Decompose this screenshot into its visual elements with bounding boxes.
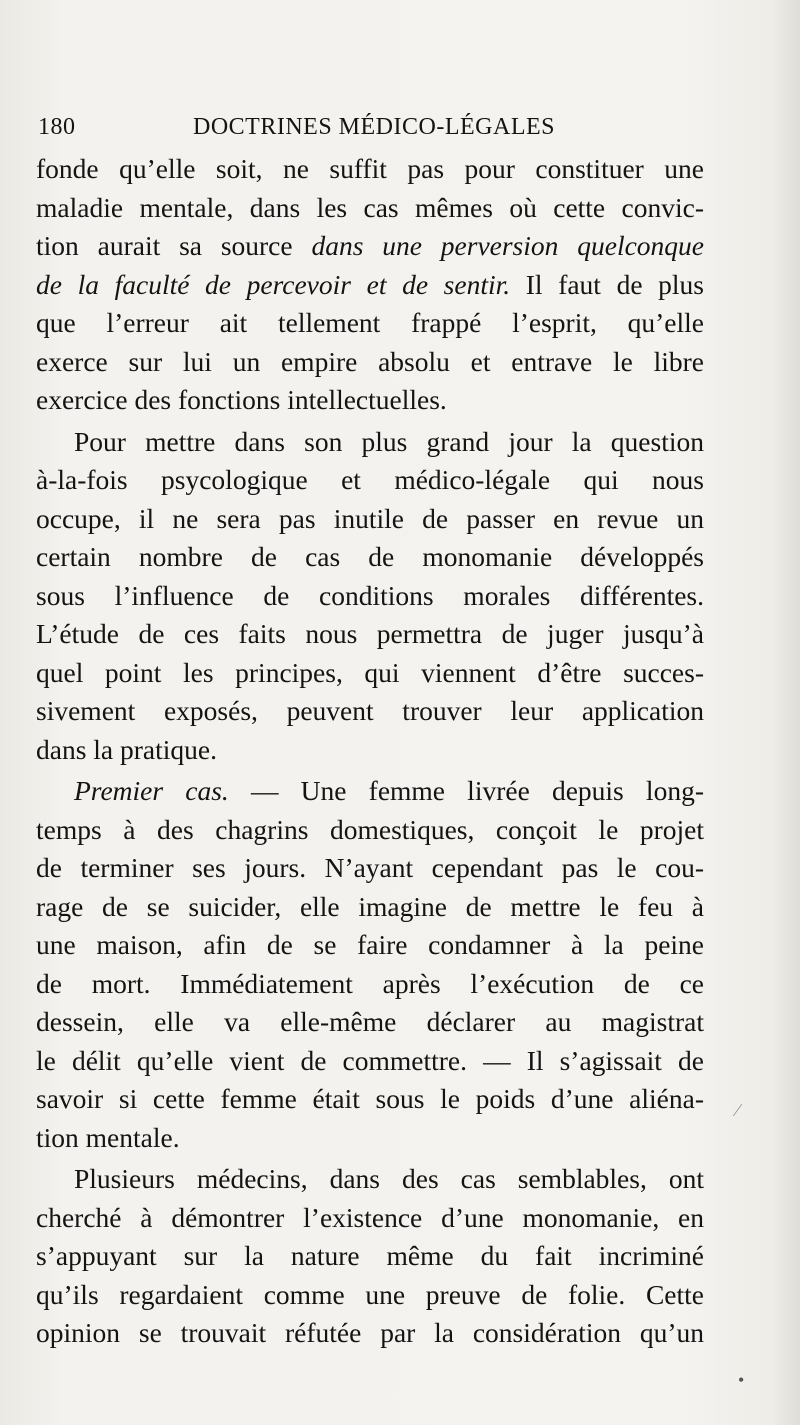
page-header bbox=[38, 110, 738, 150]
text-line: dessein, elle va elle-même déclarer au magistrat bbox=[36, 1006, 704, 1037]
text-line: le délit qu’elle vient de commettre. — Il s’agissait de bbox=[36, 1044, 704, 1076]
text-line: s’appuyant sur la nature même du fait incriminé bbox=[36, 1240, 704, 1271]
page-number: 180 bbox=[38, 114, 76, 140]
paragraph bbox=[36, 423, 704, 770]
paragraph bbox=[36, 772, 704, 1157]
text-line: dans la pratique. bbox=[36, 733, 217, 765]
margin-tick-mark: ∕ bbox=[736, 1100, 740, 1120]
paragraph bbox=[36, 1160, 704, 1353]
text-line: sous l’influence de conditions morales différentes. bbox=[36, 579, 704, 611]
text-line: sivement exposés, peuvent trouver leur application bbox=[36, 695, 704, 726]
text-line: de terminer ses jours. N’ayant cependant pas le cou- bbox=[36, 852, 704, 883]
margin-dot-mark: • bbox=[738, 1370, 745, 1390]
text-line: de la faculté de percevoir et de sentir. Il faut de plus bbox=[36, 268, 704, 300]
text-line: exerce sur lui un empire absolu et entrave le libre bbox=[36, 345, 704, 377]
text-line: maladie mentale, dans les cas mêmes où cette convic- bbox=[36, 191, 704, 223]
text-line: L’étude de ces faits nous permettra de juger jusqu’à bbox=[36, 618, 704, 649]
text-line: de mort. Immédiatement après l’exécution de ce bbox=[36, 967, 704, 999]
paragraph bbox=[36, 150, 704, 420]
text-line: Plusieurs médecins, dans des cas semblables, ont bbox=[74, 1163, 704, 1194]
running-title: DOCTRINES MÉDICO-LÉGALES bbox=[193, 114, 555, 140]
text-line: savoir si cette femme était sous le poids d’une aliéna- bbox=[36, 1083, 704, 1114]
text-line: Pour mettre dans son plus grand jour la question bbox=[74, 425, 704, 457]
text-line: opinion se trouvait réfutée par la considération qu’un bbox=[36, 1317, 704, 1348]
text-line: occupe, il ne sera pas inutile de passer en revue un bbox=[36, 502, 704, 534]
text-line: tion aurait sa source dans une perversion quelconque bbox=[36, 230, 704, 261]
page-edge-shadow bbox=[772, 0, 800, 1425]
text-line: cherché à démontrer l’existence d’une monomanie, en bbox=[36, 1201, 704, 1233]
text-line: rage de se suicider, elle imagine de mettre le feu à bbox=[36, 890, 704, 922]
text-line: que l’erreur ait tellement frappé l’esprit, qu’elle bbox=[36, 307, 704, 338]
text-line: à-la-fois psycologique et médico-légale qui nous bbox=[36, 464, 704, 495]
text-line: une maison, afin de se faire condamner à la peine bbox=[36, 929, 704, 960]
body-text bbox=[36, 150, 704, 1353]
text-line: temps à des chagrins domestiques, conçoit le projet bbox=[36, 813, 704, 845]
text-line: certain nombre de cas de monomanie développés bbox=[36, 541, 704, 572]
text-line: quel point les principes, qui viennent d’être succes- bbox=[36, 656, 704, 688]
text-line: fonde qu’elle soit, ne suffit pas pour constituer une bbox=[36, 153, 704, 184]
text-line: qu’ils regardaient comme une preuve de folie. Cette bbox=[36, 1278, 704, 1310]
text-line: Premier cas. — Une femme livrée depuis long- bbox=[74, 775, 704, 806]
text-line: tion mentale. bbox=[36, 1121, 180, 1153]
text-line: exercice des fonctions intellectuelles. bbox=[36, 384, 447, 415]
